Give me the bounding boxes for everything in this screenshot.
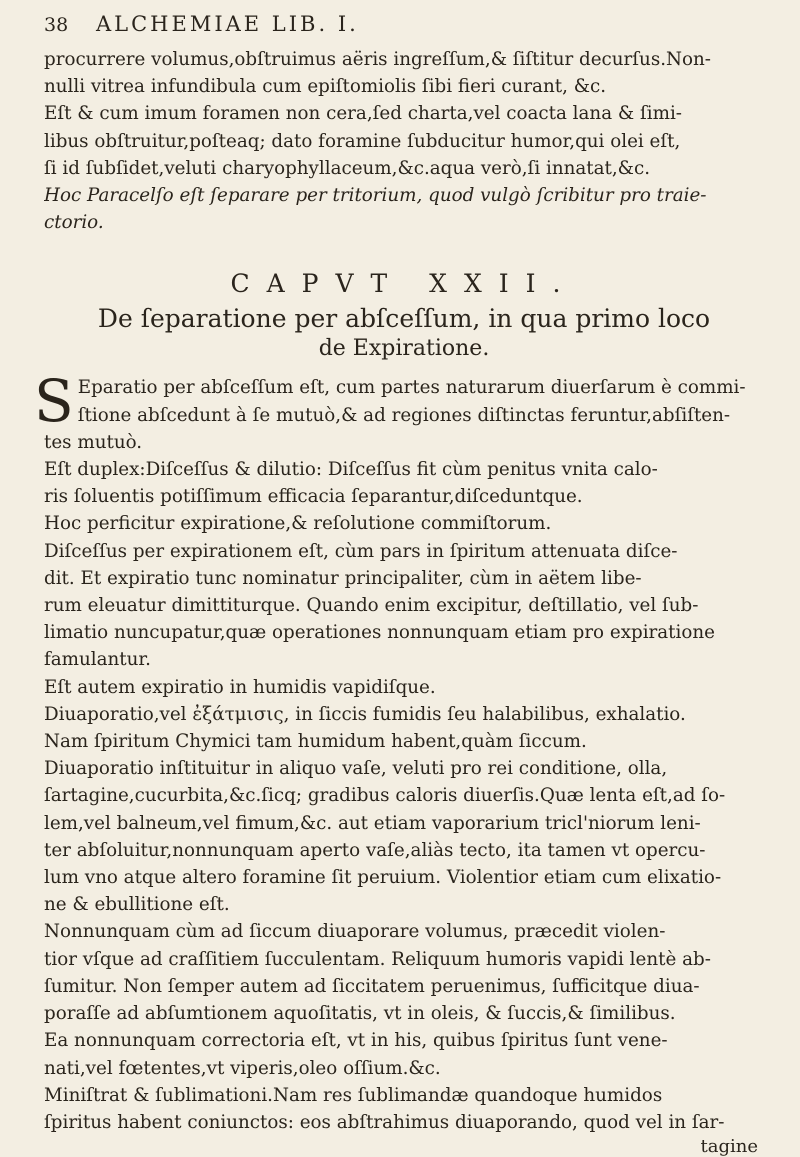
- chapter-title-line-1: De ſeparatione per abſceſſum, in qua primo loco: [97, 304, 711, 334]
- text-line: ſtione abſcedunt à ſe mutuò,& ad regiones diſtinctas feruntur,abſiſten-: [77, 404, 731, 426]
- text-line: Eparatio per abſceſſum eſt, cum partes naturarum diuerſarum è commi-: [77, 377, 746, 399]
- chapter-heading: CAPVT XXII.: [230, 269, 578, 299]
- text-line: ſartagine,cucurbita,&c.ſicq; gradibus caloris diuerſis.Quæ lenta eſt,ad ſo-: [44, 785, 726, 807]
- text-line: Hoc perficitur expiratione,& reſolutione commiſtorum.: [44, 513, 552, 535]
- italic-line: ctorio.: [44, 212, 104, 234]
- text-line: tes mutuò.: [44, 431, 143, 453]
- text-line: libus obſtruitur,poſteaq; dato foramine ſubducitur humor,qui olei eſt,: [44, 130, 681, 152]
- text-line: ſi id ſubſidet,veluti charyophyllaceum,&c.aqua verò,ſi innatat,&c.: [44, 157, 651, 179]
- text-line: Nonnunquam cùm ad ſiccum diuaporare volumus, præcedit violen-: [44, 921, 666, 943]
- page-header: [44, 12, 764, 46]
- text-line: procurrere volumus,obſtruimus aëris ingreſſum,& ſiſtitur decurſus.Non-: [44, 49, 711, 70]
- text-line: Diuaporatio,vel ἐξάτμισις, in ſiccis fumidis ſeu halabilibus, exhalatio.: [44, 703, 686, 725]
- catchword: tagine: [700, 1136, 758, 1157]
- text-line: ne & ebullitione eſt.: [44, 894, 230, 916]
- text-line: ſumitur. Non ſemper autem ad ſiccitatem peruenimus, ſufficitque diua-: [44, 975, 700, 997]
- text-line: limatio nuncupatur,quæ operationes nonnunquam etiam pro expiratione: [44, 622, 715, 644]
- drop-cap: S: [34, 367, 74, 436]
- text-line: Diuaporatio inſtituitur in aliquo vaſe, veluti pro rei conditione, olla,: [44, 758, 668, 780]
- text-line: Eſt autem expiratio in humidis vapidiſque.: [44, 676, 436, 698]
- text-line: poraſſe ad abſumtionem aquoſitatis, vt in oleis, & ſuccis,& ſimilibus.: [44, 1003, 676, 1025]
- text-line: Nam ſpiritum Chymici tam humidum habent,quàm ſiccum.: [44, 731, 587, 753]
- page-number: 38: [44, 14, 69, 36]
- text-line: Ea nonnunquam correctoria eſt, vt in his, quibus ſpiritus ſunt vene-: [44, 1030, 668, 1052]
- text-line: lum vno atque altero foramine ſit peruium. Violentior etiam cum elixatio-: [44, 867, 722, 889]
- text-line: lem,vel balneum,vel fimum,&c. aut etiam vaporarium tricl'niorum leni-: [44, 812, 701, 834]
- text-line: ris ſoluentis potiſſimum efficacia ſeparantur,diſceduntque.: [44, 486, 583, 508]
- text-line: tior vſque ad craſſitiem ſucculentam. Reliquum humoris vapidi lentè ab-: [44, 948, 711, 970]
- text-line: ſpiritus habent coniunctos: eos abſtrahimus diuaporando, quod vel in ſar-: [44, 1111, 725, 1133]
- chapter-title-line-2: de Expiratione.: [318, 336, 490, 362]
- text-line: Diſceſſus per expirationem eſt, cùm pars in ſpiritum attenuata diſce-: [44, 540, 678, 562]
- text-line: Eſt duplex:Diſceſſus & dilutio: Diſceſſus fit cùm penitus vnita calo-: [44, 459, 658, 481]
- running-title: ALCHEMIAE LIB. I.: [96, 12, 359, 36]
- text-line: rum eleuatur dimittiturque. Quando enim excipitur, deſtillatio, vel ſub-: [44, 595, 699, 617]
- text-line: famulantur.: [44, 649, 151, 671]
- text-line: Eſt & cum imum foramen non cera,ſed charta,vel coacta lana & ſimi-: [44, 103, 682, 125]
- text-line: Miniſtrat & ſublimationi.Nam res ſublimandæ quandoque humidos: [44, 1084, 663, 1106]
- text-line: nulli vitrea infundibula cum epiſtomiolis ſibi fieri curant, &c.: [44, 76, 607, 98]
- text-line: dit. Et expiratio tunc nominatur principaliter, cùm in aëtem libe-: [44, 567, 642, 589]
- text-line: nati,vel fœtentes,vt viperis,oleo oſſium.&c.: [44, 1057, 441, 1079]
- text-line: ter abſoluitur,nonnunquam aperto vaſe,aliàs tecto, ita tamen vt opercu-: [44, 839, 706, 861]
- italic-line: Hoc Paracelſo eſt ſeparare per tritorium, quod vulgò ſcribitur pro traie-: [44, 185, 707, 207]
